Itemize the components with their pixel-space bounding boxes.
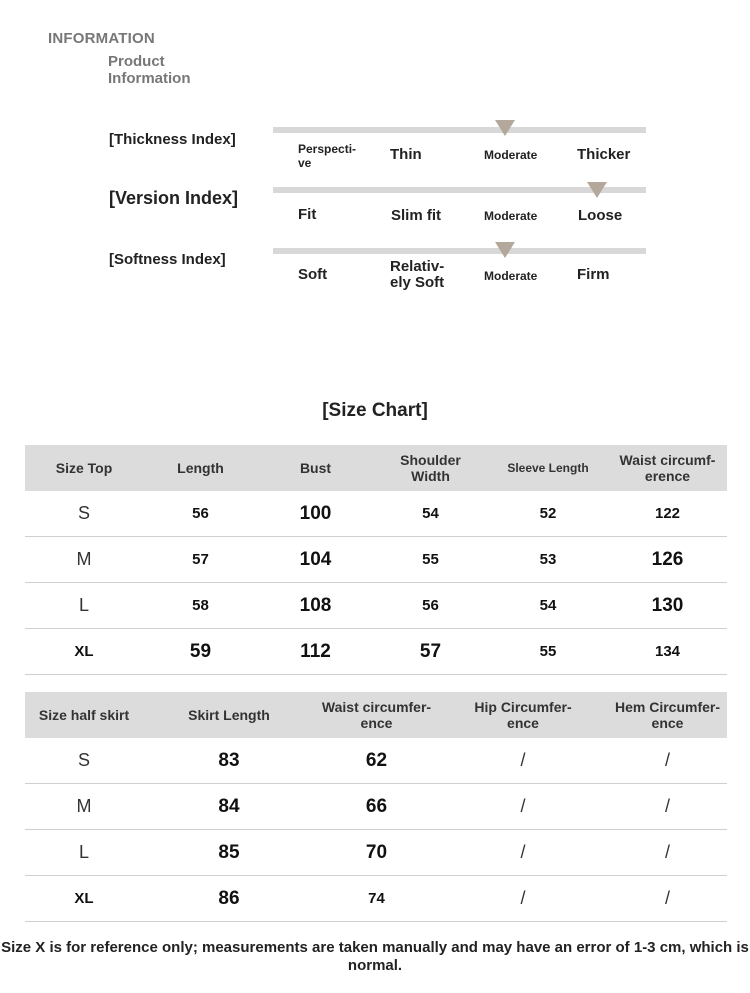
header-hem-circumference: Hem Circumfer-ence — [608, 692, 727, 738]
length-cell: 58 — [143, 583, 258, 629]
table-row — [25, 629, 727, 675]
header-size-top: Size Top — [25, 445, 143, 491]
version-index-marker-icon — [587, 182, 607, 198]
waist-cell: 126 — [608, 537, 727, 583]
hem-cell: / — [608, 784, 727, 830]
size-cell: S — [25, 491, 143, 537]
softness-label-firm: Firm — [577, 266, 610, 283]
thickness-label-thin: Thin — [390, 146, 422, 163]
header-length: Length — [143, 445, 258, 491]
version-label-loose: Loose — [578, 207, 623, 224]
waist-cell: 70 — [315, 830, 438, 876]
skirt-size-table — [25, 692, 727, 922]
table-row — [25, 830, 727, 876]
header-waist-circumference: Waist circumf-erence — [608, 445, 727, 491]
thickness-label-moderate: Moderate — [484, 148, 538, 162]
hip-cell: / — [438, 784, 608, 830]
length-cell: 56 — [143, 491, 258, 537]
top-size-table — [25, 445, 727, 675]
thickness-label-thicker: Thicker — [577, 146, 631, 163]
table-row — [25, 784, 727, 830]
table-row — [25, 738, 727, 784]
shoulder-cell: 57 — [373, 629, 488, 675]
hip-cell: / — [438, 876, 608, 922]
skirt-length-cell: 85 — [143, 830, 315, 876]
size-cell: M — [25, 537, 143, 583]
waist-cell: 62 — [315, 738, 438, 784]
header-sleeve-length: Sleeve Length — [488, 445, 608, 491]
sleeve-cell: 54 — [488, 583, 608, 629]
thickness-index-bar — [273, 127, 646, 133]
softness-index-bar — [273, 248, 646, 254]
skirt-length-cell: 83 — [143, 738, 315, 784]
bust-cell: 112 — [258, 629, 373, 675]
header-waist-circumference: Waist circumfer-ence — [315, 692, 438, 738]
information-heading: INFORMATION — [48, 30, 155, 47]
hem-cell: / — [608, 876, 727, 922]
header-bust: Bust — [258, 445, 373, 491]
top-table-header-row — [25, 445, 727, 491]
version-label-fit: Fit — [298, 206, 317, 223]
size-cell: L — [25, 830, 143, 876]
hem-cell: / — [608, 738, 727, 784]
sleeve-cell: 52 — [488, 491, 608, 537]
product-information-heading: Product Information — [108, 53, 191, 87]
hip-cell: / — [438, 738, 608, 784]
softness-index-title: [Softness Index] — [109, 251, 226, 268]
hem-cell: / — [608, 830, 727, 876]
waist-cell: 74 — [315, 876, 438, 922]
header-hip-circumference: Hip Circumfer-ence — [438, 692, 608, 738]
softness-label-relatively-soft: Relativ-ely Soft — [390, 258, 445, 291]
thickness-label-perspective: Perspecti-ve — [298, 142, 357, 170]
size-cell: M — [25, 784, 143, 830]
header-shoulder-width: Shoulder Width — [373, 445, 488, 491]
skirt-length-cell: 84 — [143, 784, 315, 830]
version-index-title: [Version Index] — [109, 188, 239, 208]
softness-index-marker-icon — [495, 242, 515, 258]
shoulder-cell: 54 — [373, 491, 488, 537]
table-row — [25, 491, 727, 537]
bust-cell: 104 — [258, 537, 373, 583]
size-cell: L — [25, 583, 143, 629]
disclaimer-note: Size X is for reference only; measurements are taken manually and may have an error of 1-3 cm, which is normal. — [1, 939, 749, 974]
waist-cell: 134 — [608, 629, 727, 675]
table-row — [25, 876, 727, 922]
hip-cell: / — [438, 830, 608, 876]
length-cell: 59 — [143, 629, 258, 675]
waist-cell: 130 — [608, 583, 727, 629]
waist-cell: 122 — [608, 491, 727, 537]
softness-label-soft: Soft — [298, 266, 328, 283]
header-skirt-length: Skirt Length — [143, 692, 315, 738]
sleeve-cell: 53 — [488, 537, 608, 583]
waist-cell: 66 — [315, 784, 438, 830]
bust-cell: 100 — [258, 491, 373, 537]
version-label-slim-fit: Slim fit — [391, 207, 442, 224]
header-size-half-skirt: Size half skirt — [25, 692, 143, 738]
size-cell: XL — [25, 629, 143, 675]
shoulder-cell: 56 — [373, 583, 488, 629]
sleeve-cell: 55 — [488, 629, 608, 675]
size-cell: XL — [25, 876, 143, 922]
size-chart-title: [Size Chart] — [322, 400, 428, 421]
table-row — [25, 537, 727, 583]
skirt-table-header-row — [25, 692, 727, 738]
thickness-index-title: [Thickness Index] — [109, 131, 236, 148]
skirt-length-cell: 86 — [143, 876, 315, 922]
shoulder-cell: 55 — [373, 537, 488, 583]
softness-label-moderate: Moderate — [484, 269, 538, 283]
length-cell: 57 — [143, 537, 258, 583]
version-label-moderate: Moderate — [484, 209, 538, 223]
bust-cell: 108 — [258, 583, 373, 629]
thickness-index-marker-icon — [495, 120, 515, 136]
size-cell: S — [25, 738, 143, 784]
table-row — [25, 583, 727, 629]
